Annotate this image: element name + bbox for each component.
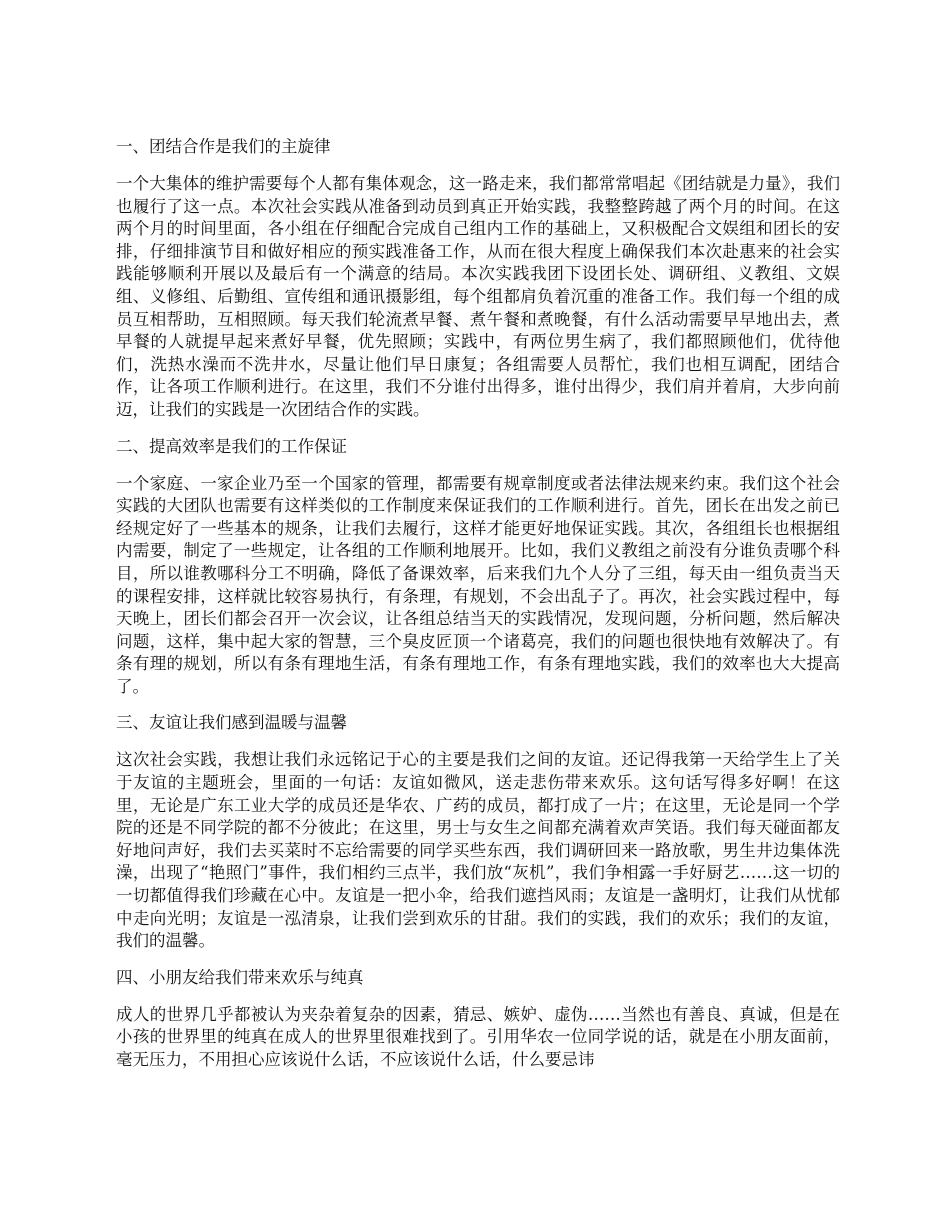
spacer xyxy=(116,458,840,473)
section-heading-3: 三、友谊让我们感到温暖与温馨 xyxy=(116,713,347,733)
spacer xyxy=(116,953,840,967)
spacer xyxy=(116,989,840,1004)
section-body-4: 成人的世界几乎都被认为夹杂着复杂的因素，猜忌、嫉妒、虚伪……当然也有善良、真诚，但是在小孩的世界里的纯真在成人的世界里很难找到了。引用华农一位同学说的话，就是在小朋友面前，毫无压力，不用担心应该说什么话，不应该说什么话，什么要忌讳 xyxy=(116,1004,840,1069)
document-page xyxy=(116,136,840,1072)
spacer xyxy=(116,698,840,712)
section-body-2: 一个家庭、一家企业乃至一个国家的管理，都需要有规章制度或者法律法规来约束。我们这个社会实践的大团队也需要有这样类似的工作制度来保证我们的工作顺利进行。首先，团长在出发之前已经规定好了一些基本的规条，让我们去履行，这样才能更好地保证实践。其次，各组组长也根据组内需要，制定了一些规定，让各组的工作顺利地展开。比如，我们义教组之前没有分谁负责哪个科目，所以谁教哪科分工不明确，降低了备课效率，后来我们九个人分了三组，每天由一组负责当天的课程安排，这样就比较容易执行，有条理，有规划，不会出乱子了。再次，社会实践过程中，每天晚上，团长们都会召开一次会议，让各组总结当天的实践情况，发现问题，分析问题，然后解决问题，这样，集中起大家的智慧，三个臭皮匠顶一个诸葛亮，我们的问题也很快地有效解决了。有条有理的规划，所以有条有理地生活，有条有理地工作，有条有理地实践，我们的效率也大大提高了。 xyxy=(116,473,840,696)
spacer xyxy=(116,422,840,436)
section-heading-1: 一、团结合作是我们的主旋律 xyxy=(116,137,331,156)
section-heading-2: 二、提高效率是我们的工作保证 xyxy=(116,436,347,456)
spacer xyxy=(116,734,840,749)
section-heading-4: 四、小朋友给我们带来欢乐与纯真 xyxy=(116,967,364,987)
section-body-3: 这次社会实践，我想让我们永远铭记于心的主要是我们之间的友谊。还记得我第一天给学生上了关于友谊的主题班会，里面的一句话：友谊如微风，送走悲伤带来欢乐。这句话写得多好啊！在这里，无论是广东工业大学的成员还是华农、广药的成员，都打成了一片；在这里，无论是同一个学院的还是不同学院的都不分彼此；在这里，男士与女生之间都充满着欢声笑语。我们每天碰面都友好地问声好，我们去买菜时不忘给需要的同学买些东西，我们调研回来一路放歌，男生井边集体洗澡，出现了“艳照门”事件，我们相约三点半，我们放“灰机”，我们争相露一手好厨艺……这一切的一切都值得我们珍藏在心中。友谊是一把小伞，给我们遮挡风雨；友谊是一盏明灯，让我们从忧郁中走向光明；友谊是一泓清泉，让我们尝到欢乐的甘甜。我们的实践，我们的欢乐；我们的友谊，我们的温馨。 xyxy=(116,750,840,951)
section-body-1: 一个大集体的维护需要每个人都有集体观念，这一路走来，我们都常常唱起《团结就是力量》，我们也履行了这一点。本次社会实践从准备到动员到真正开始实践，我整整跨越了两个月的时间。在这两个月的时间里面，各小组在仔细配合完成自己组内工作的基础上，又积极配合文娱组和团长的安排，仔细排演节目和做好相应的预实践准备工作，从而在很大程度上确保我们本次赴惠来的社会实践能够顺利开展以及最后有一个满意的结局。本次实践我团下设团长处、调研组、义教组、文娱组、义修组、后勤组、宣传组和通讯摄影组，每个组都肩负着沉重的准备工作。我们每一个组的成员互相帮助，互相照顾。每天我们轮流煮早餐、煮午餐和煮晚餐，有什么活动需要早早地出去，煮早餐的人就提早起来煮好早餐，优先照顾；实践中，有两位男生病了，我们都照顾他们，优待他们，洗热水澡而不洗井水，尽量让他们早日康复；各组需要人员帮忙，我们也相互调配，团结合作，让各项工作顺利进行。在这里，我们不分谁付出得多，谁付出得少，我们肩并着肩，大步向前迈，让我们的实践是一次团结合作的实践。 xyxy=(116,174,840,419)
spacer xyxy=(116,158,840,173)
